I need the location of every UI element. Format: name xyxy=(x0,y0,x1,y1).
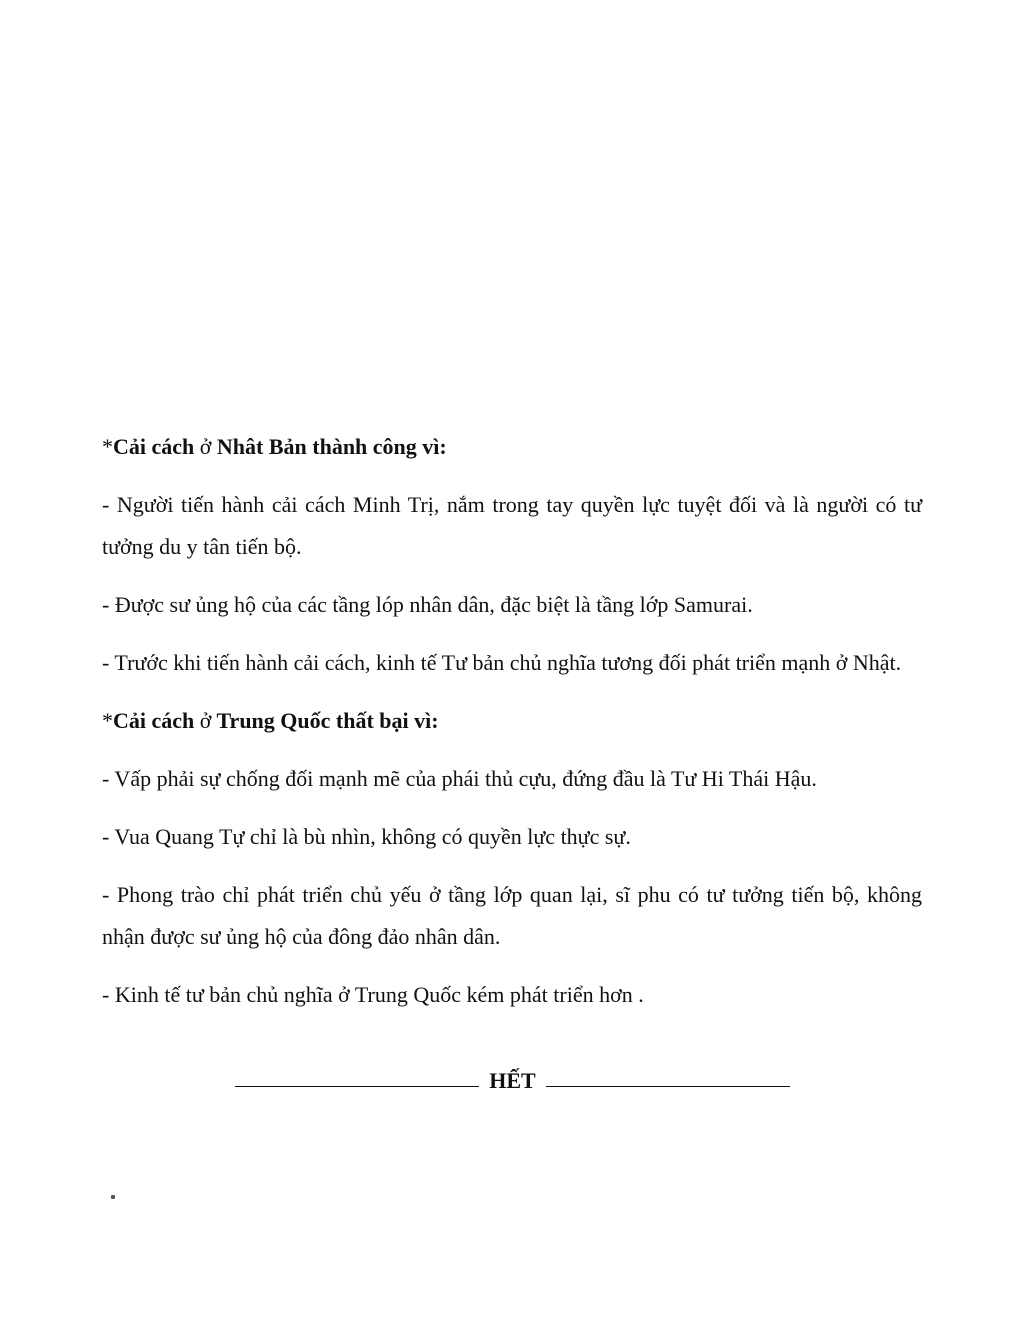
heading-text-part2: Trung Quốc thất bại vì: xyxy=(216,708,439,733)
paragraph-china-3: - Phong trào chỉ phát triển chủ yếu ở tầng lớp quan lại, sĩ phu có tư tưởng tiến bộ, không nhận được sư ủng hộ của đông đảo nhân dân. xyxy=(102,882,922,949)
end-rule-right xyxy=(546,1086,790,1087)
heading-text-part2: Nhât Bản thành công vì: xyxy=(216,434,447,459)
heading-text-part1: Cải cách xyxy=(113,434,195,459)
heading-asterisk: * xyxy=(102,434,113,459)
section-heading-china xyxy=(102,700,922,742)
paragraph-china-1: - Vấp phải sự chống đối mạnh mẽ của phái thủ cựu, đứng đầu là Tư Hi Thái Hậu. xyxy=(102,766,817,791)
stray-mark xyxy=(111,1195,115,1199)
paragraph-japan-3: - Trước khi tiến hành cải cách, kinh tế Tư bản chủ nghĩa tương đối phát triển mạnh ở Nhật. xyxy=(102,650,902,675)
end-text: HẾT xyxy=(489,1068,536,1093)
end-marker xyxy=(235,1064,790,1098)
section-heading-japan xyxy=(102,426,922,468)
paragraph-china-4: - Kinh tế tư bản chủ nghĩa ở Trung Quốc kém phát triển hơn . xyxy=(102,982,644,1007)
end-rule-left xyxy=(235,1086,479,1087)
heading-text-o: ở xyxy=(199,708,212,733)
paragraph-japan-2: - Được sư ủng hộ của các tầng lóp nhân dân, đặc biệt là tầng lớp Samurai. xyxy=(102,592,753,617)
heading-text-part1: Cải cách xyxy=(113,708,195,733)
paragraph-japan-1: - Người tiến hành cải cách Minh Trị, nắm trong tay quyền lực tuyệt đối và là người có tư tưởng du y tân tiến bộ. xyxy=(102,492,922,559)
paragraph-china-2: - Vua Quang Tự chỉ là bù nhìn, không có quyền lực thực sự. xyxy=(102,824,631,849)
document-body xyxy=(102,426,922,1032)
heading-text-o: ở xyxy=(199,434,212,459)
heading-asterisk: * xyxy=(102,708,113,733)
